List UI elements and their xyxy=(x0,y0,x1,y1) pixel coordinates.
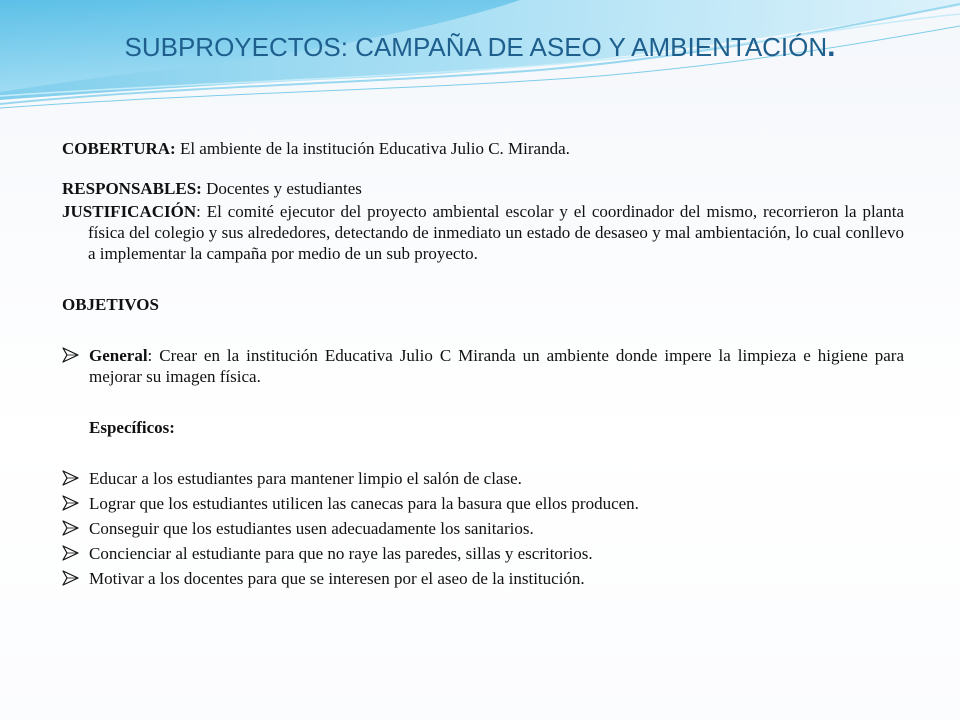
justificacion-label: JUSTIFICACIÓN xyxy=(62,202,197,221)
general-objective xyxy=(62,345,904,387)
cobertura-paragraph xyxy=(62,138,904,159)
arrow-bullet-icon xyxy=(62,495,79,511)
slide-content xyxy=(62,138,904,589)
general-label: General xyxy=(89,346,148,365)
especifico-item xyxy=(62,493,904,514)
cobertura-label: COBERTURA: xyxy=(62,139,176,158)
justificacion-paragraph xyxy=(62,201,904,264)
slide-title-dot: . xyxy=(827,30,836,63)
especificos-list xyxy=(62,468,904,589)
slide-title xyxy=(0,30,960,64)
especificos-heading: Específicos: xyxy=(89,418,175,437)
responsables-text: Docentes y estudiantes xyxy=(201,179,362,198)
especifico-item xyxy=(62,518,904,539)
especifico-item xyxy=(62,543,904,564)
arrow-bullet-icon xyxy=(62,470,79,486)
general-text: : Crear en la institución Educativa Julio C Miranda un ambiente donde impere la limpieza e higiene para mejorar su imagen física. xyxy=(89,346,904,386)
objetivos-heading: OBJETIVOS xyxy=(62,295,159,314)
especifico-item xyxy=(62,568,904,589)
arrow-bullet-icon xyxy=(62,347,79,363)
arrow-bullet-icon xyxy=(62,520,79,536)
cobertura-text: El ambiente de la institución Educativa Julio C. Miranda. xyxy=(175,139,570,158)
arrow-bullet-icon xyxy=(62,570,79,586)
responsables-paragraph xyxy=(62,178,904,199)
especifico-text: Concienciar al estudiante para que no raye las paredes, sillas y escritorios. xyxy=(89,544,593,563)
especifico-text: Conseguir que los estudiantes usen adecuadamente los sanitarios. xyxy=(89,519,534,538)
arrow-bullet-icon xyxy=(62,545,79,561)
slide-title-text: SUBPROYECTOS: CAMPAÑA DE ASEO Y AMBIENTACIÓN xyxy=(124,32,828,62)
especifico-text: Motivar a los docentes para que se interesen por el aseo de la institución. xyxy=(89,569,585,588)
especifico-text: Lograr que los estudiantes utilicen las canecas para la basura que ellos producen. xyxy=(89,494,639,513)
especifico-item xyxy=(62,468,904,489)
especifico-text: Educar a los estudiantes para mantener limpio el salón de clase. xyxy=(89,469,522,488)
justificacion-text: : El comité ejecutor del proyecto ambiental escolar y el coordinador del mismo, recorrieron la planta física del colegio y sus alrededores, detectando de inmediato un estado de desaseo y mal ambientación, lo cual conllevo a implementar la campaña por medio de un sub proyecto. xyxy=(88,202,904,263)
responsables-label: RESPONSABLES: xyxy=(62,179,202,198)
